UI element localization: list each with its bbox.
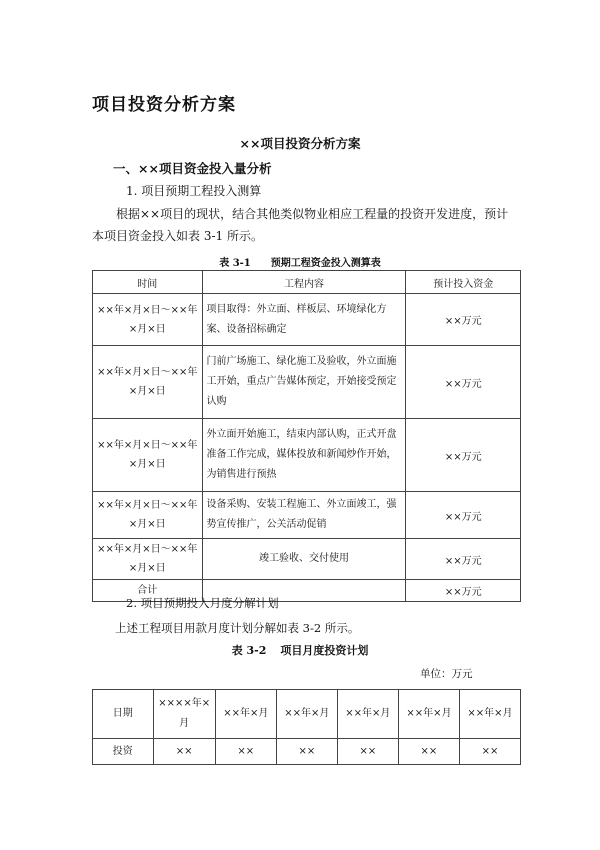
row-fund: ××万元: [406, 294, 521, 346]
row-fund: ××万元: [406, 419, 521, 492]
investment-cell: ××: [337, 739, 398, 765]
investment-estimate-table: [92, 270, 521, 602]
date-header-label: 日期: [93, 690, 154, 739]
row-time: ××年×月×日～××年×月×日: [93, 539, 203, 580]
date-cell: ××××年×月: [153, 690, 215, 739]
paragraph-2: 上述工程项目用款月度计划分解如表 3-2 所示。: [115, 621, 360, 635]
header-fund: 预计投入资金: [406, 271, 521, 294]
row-content: 竣工验收、交付使用: [202, 539, 406, 580]
table2-caption-title: 项目月度投资计划: [280, 644, 369, 657]
section-heading: 一、××项目资金投入量分析: [113, 161, 272, 176]
investment-cell: ××: [459, 739, 520, 765]
header-time: 时间: [93, 271, 203, 294]
row-time: ××年×月×日～××年×月×日: [93, 346, 203, 419]
row-content: 设备采购、安装工程施工、外立面竣工，强势宣传推广，公关活动促销: [202, 492, 406, 539]
table-header-row: [93, 271, 521, 294]
table-row: [93, 739, 521, 765]
row-fund: ××万元: [406, 539, 521, 580]
row-fund: ××万元: [406, 346, 521, 419]
row-time: ××年×月×日～××年×月×日: [93, 294, 203, 346]
monthly-investment-table: [92, 689, 521, 765]
investment-cell: ××: [398, 739, 459, 765]
row-content: 项目取得：外立面、样板层、环境绿化方案、设备招标确定: [202, 294, 406, 346]
item-heading-2: 2. 项目预期投入月度分解计划: [126, 596, 279, 610]
investment-cell: ××: [153, 739, 215, 765]
table1-caption: [0, 254, 600, 269]
paragraph-1: 根据××项目的现状，结合其他类似物业相应工程量的投资开发进度，预计本项目资金投入如表 3-1 所示。: [92, 207, 509, 243]
investment-cell: ××: [276, 739, 337, 765]
header-content: 工程内容: [202, 271, 406, 294]
date-cell: ××年×月: [459, 690, 520, 739]
document-subtitle: ××项目投资分析方案: [239, 136, 361, 151]
table2-caption: [0, 642, 600, 658]
table-row: [93, 294, 521, 346]
table-row: [93, 539, 521, 580]
table1-caption-no: 表 3-1: [219, 258, 251, 269]
table-row: [93, 346, 521, 419]
investment-row-label: 投资: [93, 739, 154, 765]
table1-caption-title: 预期工程资金投入测算表: [270, 258, 381, 269]
table-row: [93, 492, 521, 539]
date-cell: ××年×月: [398, 690, 459, 739]
total-label: 合计: [93, 580, 203, 602]
row-time: ××年×月×日～××年×月×日: [93, 492, 203, 539]
table2-caption-no: 表 3-2: [231, 644, 267, 657]
table-row: [93, 690, 521, 739]
row-content: 外立面开始施工，结束内部认购，正式开盘准备工作完成，媒体投放和新闻炒作开始，为销售进行预热: [202, 419, 406, 492]
row-content: 门前广场施工、绿化施工及验收，外立面施工开始，重点广告媒体预定，开始接受预定认购: [202, 346, 406, 419]
date-cell: ××年×月: [276, 690, 337, 739]
date-cell: ××年×月: [215, 690, 276, 739]
investment-cell: ××: [215, 739, 276, 765]
item-heading-1: 1. 项目预期工程投入测算: [126, 184, 262, 198]
document-title: 项目投资分析方案: [92, 95, 236, 115]
table2-unit: 单位：万元: [420, 668, 473, 680]
total-fund: ××万元: [406, 580, 521, 602]
row-time: ××年×月×日～××年×月×日: [93, 419, 203, 492]
date-cell: ××年×月: [337, 690, 398, 739]
row-fund: ××万元: [406, 492, 521, 539]
table-row: [93, 419, 521, 492]
